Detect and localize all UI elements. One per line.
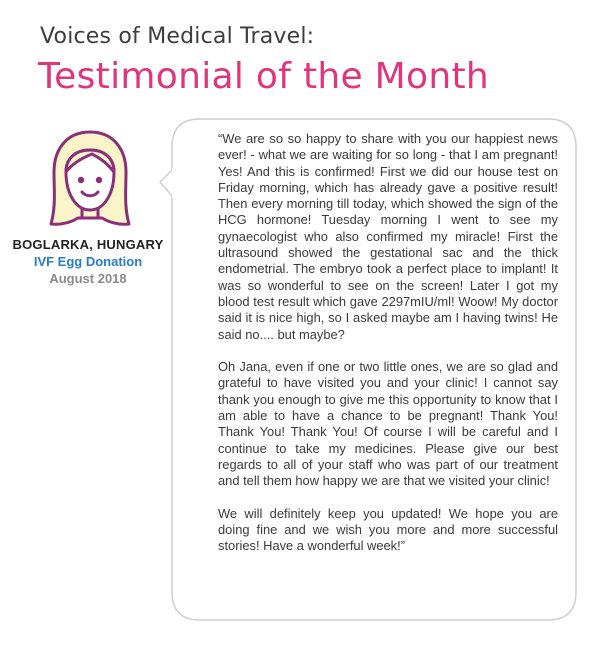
testimonial-paragraph: We will definitely keep you updated! We hope you are doing fine and we wish you more and more successful stories! Have a wonderful week!” <box>218 505 558 554</box>
avatar <box>48 128 132 230</box>
author-name: BOGLARKA, HUNGARY <box>12 237 164 252</box>
testimonial-text <box>218 131 558 555</box>
bubble-pointer <box>158 166 182 206</box>
author-info <box>0 236 176 287</box>
page-subtitle: Voices of Medical Travel: <box>40 24 315 49</box>
testimonial-paragraph: Oh Jana, even if one or two little ones, we are so glad and grateful to have visited you and your clinic! I cannot say thank you enough to give me this opportunity to know that I am able to have a chance to be pregnant! Thank You! Thank You! Thank You! Of course I will be careful and I continue to take my medicines. Please give our best regards to all of your staff who was part of our treatment and tell them how happy we are that we visited your clinic! <box>218 359 558 489</box>
testimonial-paragraph: “We are so so happy to share with you our happiest news ever! - what we are waiting for so long - that I am pregnant! Yes! And this is confirmed! First we did our house test on Friday morning, which has already gave a positive result! Then every morning till today, which showed the sign of the HCG hormone! Tuesday morning I went to see my gynaecologist who also confirmed my miracle! First the ultrasound showed the gestational sac and the thick endometrial. The embryo took a perfect place to implant! It was so wonderful to see on the screen! Later I got my blood test result which gave 2297mIU/ml! Woow! My doctor said it is nice high, so I asked maybe am I having twins! He said no.... but maybe? <box>218 131 558 342</box>
woman-face-icon <box>48 128 132 230</box>
author-treatment: IVF Egg Donation <box>33 254 143 269</box>
author-date: August 2018 <box>49 271 127 286</box>
page-title: Testimonial of the Month <box>38 56 490 97</box>
